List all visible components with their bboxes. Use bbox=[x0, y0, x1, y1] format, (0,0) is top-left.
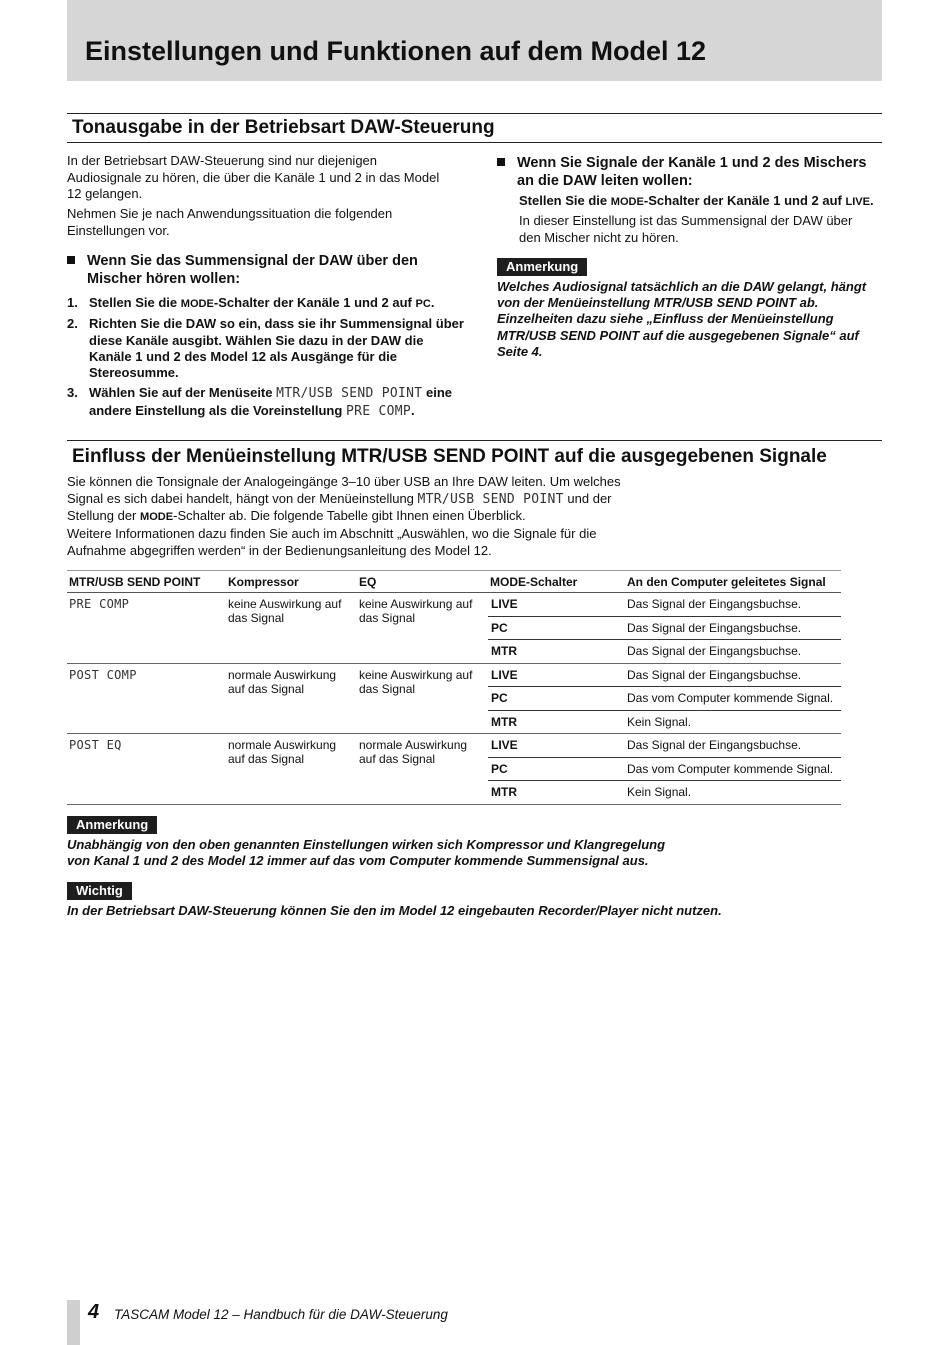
note-label: Anmerkung bbox=[497, 258, 587, 276]
bullet-heading-listen: Wenn Sie das Summensignal der DAW über den Mischer hören wollen: bbox=[67, 252, 447, 288]
send-point-table bbox=[67, 570, 841, 805]
send-point-value: POST COMP bbox=[67, 663, 226, 734]
signal-value: Das Signal der Eingangsbuchse. bbox=[625, 593, 841, 617]
section-heading-daw-output bbox=[67, 113, 882, 143]
mode-value: MTR bbox=[488, 640, 625, 664]
bullet-square-icon bbox=[67, 256, 75, 264]
send-point-value: POST EQ bbox=[67, 734, 226, 805]
column-header: MTR/USB SEND POINT bbox=[67, 571, 226, 593]
list-item: 2. Richten Sie die DAW so ein, dass sie ihr Summensignal über diese Kanäle ausgibt. Wählen Sie dazu in der DAW die Kanäle 1 und 2 des Model 12 als Ausgänge für die Stereosumme. bbox=[67, 316, 464, 381]
compressor-value: normale Auswirkung auf das Signal bbox=[226, 663, 357, 734]
mode-value: LIVE bbox=[488, 734, 625, 758]
column-header: EQ bbox=[357, 571, 488, 593]
intro-paragraph: In der Betriebsart DAW-Steuerung sind nur diejenigen Audiosignale zu hören, die über die Kanäle 1 und 2 in das Model 12 gelangen. bbox=[67, 153, 440, 201]
signal-value: Das Signal der Eingangsbuchse. bbox=[625, 734, 841, 758]
mode-value: LIVE bbox=[488, 593, 625, 617]
table-row bbox=[67, 734, 841, 758]
eq-value: keine Auswirkung auf das Signal bbox=[357, 593, 488, 664]
table-row bbox=[67, 593, 841, 617]
table-row bbox=[67, 663, 841, 687]
column-header: MODE-Schalter bbox=[488, 571, 625, 593]
signal-value: Das Signal der Eingangsbuchse. bbox=[625, 616, 841, 640]
section-heading-send-point bbox=[67, 440, 882, 471]
list-item: 3. Wählen Sie auf der Menüseite MTR/USB SEND POINT eine andere Einstellung als die Voreinstellung PRE COMP. bbox=[67, 385, 453, 419]
mode-value: PC bbox=[488, 616, 625, 640]
list-item: 1. Stellen Sie die MODE-Schalter der Kanäle 1 und 2 auf PC. bbox=[67, 295, 435, 310]
bullet-text: In dieser Einstellung ist das Summensignal der DAW über den Mischer nicht zu hören. bbox=[519, 213, 853, 245]
send-point-value: PRE COMP bbox=[67, 593, 226, 664]
note-text: Unabhängig von den oben genannten Einstellungen wirken sich Kompressor und Klangregelung von Kanal 1 und 2 des Model 12 immer auf das vom Computer kommende Summensignal aus. bbox=[67, 837, 666, 869]
intro-paragraph-2: Nehmen Sie je nach Anwendungssituation die folgenden Einstellungen vor. bbox=[67, 206, 393, 238]
eq-value: keine Auswirkung auf das Signal bbox=[357, 663, 488, 734]
mode-value: PC bbox=[488, 687, 625, 711]
mode-value: MTR bbox=[488, 710, 625, 734]
steps-list bbox=[67, 295, 467, 424]
signal-value: Das vom Computer kommende Signal. bbox=[625, 757, 841, 781]
signal-value: Das Signal der Eingangsbuchse. bbox=[625, 640, 841, 664]
compressor-value: keine Auswirkung auf das Signal bbox=[226, 593, 357, 664]
section-title: Einfluss der Menüeinstellung MTR/USB SEND POINT auf die ausgegebenen Signale bbox=[72, 446, 827, 467]
page-title: Einstellungen und Funktionen auf dem Model 12 bbox=[85, 36, 707, 66]
mode-value: LIVE bbox=[488, 663, 625, 687]
page-number: 4 bbox=[88, 1301, 100, 1323]
header-bar bbox=[67, 0, 882, 81]
signal-value: Kein Signal. bbox=[625, 710, 841, 734]
note-label: Anmerkung bbox=[67, 816, 157, 834]
section-title: Tonausgabe in der Betriebsart DAW-Steuerung bbox=[72, 117, 495, 138]
section2-paragraph: Sie können die Tonsignale der Analogeingänge 3–10 über USB an Ihre DAW leiten. Um welches Signal es sich dabei handelt, hängt von der Menüeinstellung MTR/USB SEND POINT und der Stellung der MODE-Schalter ab. Die folgende Tabelle gibt Ihnen einen Überblick. bbox=[67, 474, 621, 523]
bullet-heading-send: Wenn Sie Signale der Kanäle 1 und 2 des Mischers an die DAW leiten wollen: bbox=[497, 154, 882, 190]
bullet-step: Stellen Sie die MODE-Schalter der Kanäle 1 und 2 auf LIVE. bbox=[519, 193, 874, 208]
footer-bar bbox=[67, 1300, 80, 1345]
signal-value: Kein Signal. bbox=[625, 781, 841, 805]
eq-value: normale Auswirkung auf das Signal bbox=[357, 734, 488, 805]
note-text: Welches Audiosignal tatsächlich an die DAW gelangt, hängt von der Menüeinstellung MTR/USB SEND POINT ab. Einzelheiten dazu siehe „Einfluss der Menüeinstellung MTR/USB SEND POINT auf die ausgegebenen Signale“ auf Seite 4. bbox=[497, 279, 867, 359]
important-label: Wichtig bbox=[67, 882, 132, 900]
important-text: In der Betriebsart DAW-Steuerung können Sie den im Model 12 eingebauten Recorder/Player nicht nutzen. bbox=[67, 903, 722, 918]
compressor-value: normale Auswirkung auf das Signal bbox=[226, 734, 357, 805]
column-header: Kompressor bbox=[226, 571, 357, 593]
table-header-row bbox=[67, 571, 841, 593]
signal-value: Das vom Computer kommende Signal. bbox=[625, 687, 841, 711]
section2-paragraph-2: Weitere Informationen dazu finden Sie auch im Abschnitt „Auswählen, wo die Signale für die Aufnahme abgegriffen werden“ in der Bedienungsanleitung des Model 12. bbox=[67, 526, 597, 558]
bullet-square-icon bbox=[497, 158, 505, 166]
column-header: An den Computer geleitetes Signal bbox=[625, 571, 841, 593]
mode-value: PC bbox=[488, 757, 625, 781]
footer-text: TASCAM Model 12 – Handbuch für die DAW-Steuerung bbox=[114, 1307, 448, 1322]
mode-value: MTR bbox=[488, 781, 625, 805]
signal-value: Das Signal der Eingangsbuchse. bbox=[625, 663, 841, 687]
